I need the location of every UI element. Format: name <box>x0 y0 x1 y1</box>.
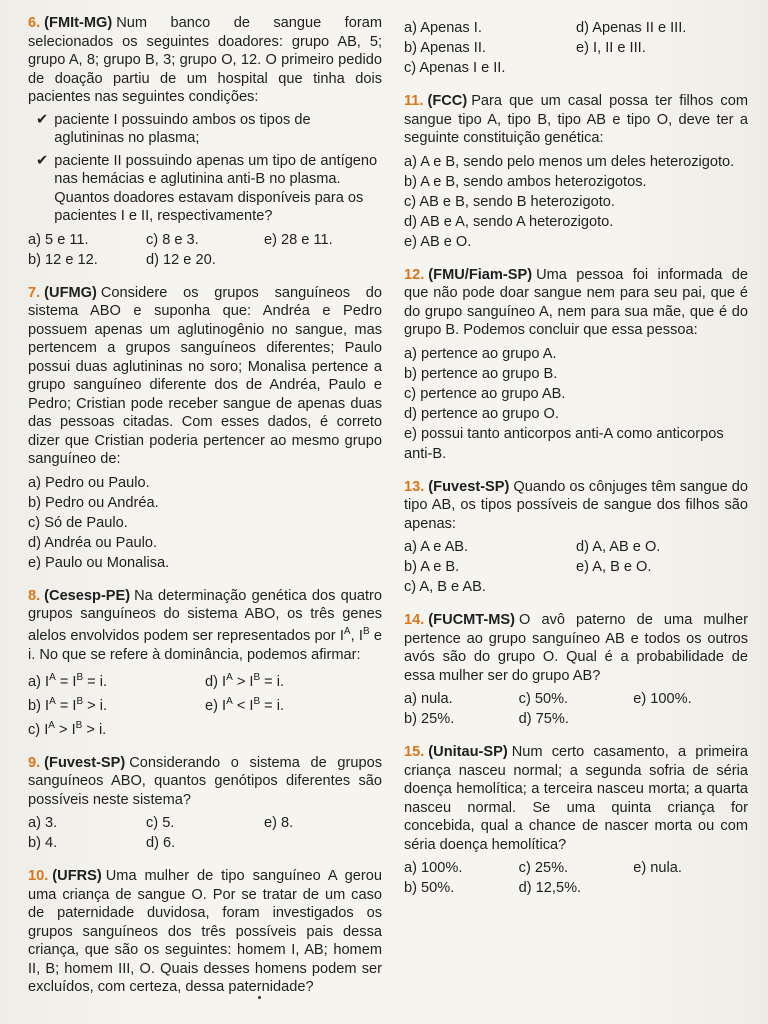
question-number: 14. <box>404 612 425 628</box>
options <box>404 689 748 729</box>
question-14 <box>404 611 748 729</box>
question-number: 13. <box>404 478 425 495</box>
page-dot <box>258 996 261 999</box>
option: d) Andréa ou Paulo. <box>28 534 158 551</box>
option: d) Apenas II e III. <box>576 20 687 36</box>
question-number: 12. <box>404 266 425 283</box>
option: b) A e B. <box>404 559 460 575</box>
option: a) pertence ao grupo A. <box>404 345 557 362</box>
option: e) AB e O. <box>404 233 472 250</box>
option: d) AB e A, sendo A heterozigoto. <box>404 213 614 230</box>
option: c) A, B e AB. <box>404 579 486 595</box>
option: b) A e B, sendo ambos heterozigotos. <box>404 173 647 190</box>
question-text: Quando os cônjuges têm sangue do tipo AB, os tipos possíveis de sangue dos filhos são apenas: <box>404 478 748 532</box>
option: a) 100%. <box>404 860 463 876</box>
option: c) Só de Paulo. <box>28 514 128 531</box>
option: e) Paulo ou Monalisa. <box>28 554 170 571</box>
options <box>404 18 748 78</box>
options <box>28 230 382 270</box>
option: c) 50%. <box>518 691 569 707</box>
question-number: 11. <box>404 93 424 109</box>
question-text: Considerando o sistema de grupos sanguíneos ABO, quantos genótipos diferentes são possíveis neste sistema? <box>28 754 382 808</box>
question-number: 8. <box>28 587 41 604</box>
question-source: (FCC) <box>427 93 468 109</box>
options <box>28 813 382 853</box>
question-number: 9. <box>28 754 41 771</box>
option: a) Apenas I. <box>404 20 482 36</box>
option: a) A e AB. <box>404 539 469 555</box>
option: e) nula. <box>633 860 682 876</box>
option: a) A e B, sendo pelo menos um deles heterozigoto. <box>404 153 735 170</box>
question-text: Num certo casamento, a primeira criança nasceu normal; a segunda sofria de séria doença hemolítica; a terceira nasceu morta; a quarta nasceu normal. Se uma quinta criança for concebida, qual a chance de nascer morta ou com séria doença hemolítica? <box>404 744 748 853</box>
options <box>404 858 748 898</box>
question-text: Na determinação genética dos quatro grupos sanguíneos do sistema ABO, os três genes alelos envolvidos podem ser representados por $I^A$, $I^B$ e i. No que se refere à dominância, podemos afirmar: <box>28 587 382 663</box>
question-source: (Fuvest-SP) <box>44 754 126 771</box>
option: b) 50%. <box>404 880 455 896</box>
option: e) $I^A < I^B = i$. <box>205 696 285 715</box>
question-9 <box>28 754 382 854</box>
option: d) A, AB e O. <box>576 539 661 555</box>
option: e) 28 e 11. <box>263 231 333 248</box>
question-source: (UFMG) <box>44 284 97 301</box>
option: a) nula. <box>404 691 453 707</box>
option: e) A, B e O. <box>576 559 652 575</box>
question-12 <box>404 266 748 464</box>
options <box>28 473 382 573</box>
options <box>28 668 382 740</box>
question-7 <box>28 284 382 573</box>
question-source: (Unitau-SP) <box>428 744 508 760</box>
option: c) 25%. <box>518 860 569 876</box>
question-8 <box>28 587 382 740</box>
question-text: O avô paterno de uma mulher pertence ao grupo sanguíneo AB e todos os outros avós são do grupo O. Qual é a probabilidade de essa mulher ser do grupo AB? <box>404 612 748 684</box>
question-source: (FMU/Fiam-SP) <box>428 266 533 283</box>
option: d) 12 e 20. <box>145 251 216 268</box>
option: b) Pedro ou Andréa. <box>28 494 159 511</box>
question-number: 15. <box>404 744 425 760</box>
question-number: 6. <box>28 15 41 31</box>
check-icon: ✔ <box>36 111 49 128</box>
option: b) 4. <box>28 835 58 852</box>
question-text: Uma mulher de tipo sanguíneo A gerou uma criança de sangue O. Por se tratar de um caso de paternidade duvidosa, foram investigados os grupos sanguíneos dos três possíveis pais dessa criança, que são os seguintes: homem I, AB; homem II, B; homem III, O. Quais desses homens podem ser excluídos, com certeza, dessa paternidade? <box>28 868 382 996</box>
options <box>404 152 748 252</box>
question-source: (FUCMT-MS) <box>428 612 516 628</box>
check-icon: ✔ <box>36 152 49 169</box>
question-10 <box>28 867 382 997</box>
options <box>404 344 748 464</box>
option: a) Pedro ou Paulo. <box>28 474 150 491</box>
question-source: (UFRS) <box>52 868 102 885</box>
option: e) 100%. <box>633 691 692 707</box>
option: b) 25%. <box>404 711 455 727</box>
bullet-item: ✔ paciente II possuindo apenas um tipo de antígeno nas hemácias e aglutinina anti-B no plasma. Quantos doadores estavam disponíveis para os pacientes I e II, respectivamente? <box>36 152 378 224</box>
option: b) 12 e 12. <box>28 251 98 268</box>
question-number: 10. <box>28 868 49 885</box>
option: b) pertence ao grupo B. <box>404 365 558 382</box>
option: d) $I^A > I^B = i$. <box>205 672 285 691</box>
question-10-options <box>404 14 748 78</box>
question-source: (Fuvest-SP) <box>428 478 510 495</box>
options <box>404 537 748 597</box>
option: b) Apenas II. <box>404 40 486 56</box>
bullet-item: ✔ paciente I possuindo ambos os tipos de aglutininas no plasma; <box>36 111 311 146</box>
question-6 <box>28 14 382 270</box>
question-11 <box>404 92 748 252</box>
option: c) 5. <box>145 815 175 832</box>
option: d) 75%. <box>518 711 569 727</box>
option: d) 6. <box>145 835 176 852</box>
question-15 <box>404 743 748 898</box>
question-text: Para que um casal possa ter filhos com sangue tipo A, tipo B, tipo AB e tipo O, deve ter a seguinte constituição genética: <box>404 93 748 146</box>
question-text: Num banco de sangue foram selecionados os seguintes doadores: grupo AB, 5; grupo A, 8; grupo B, 3; grupo O, 12. O primeiro pedido de doação partiu de um hospital que tinha dois pacientes nas seguintes condições: <box>28 15 382 105</box>
option: b) $I^A = I^B > i$. <box>28 696 108 715</box>
left-column <box>28 14 382 1014</box>
option: c) AB e B, sendo B heterozigoto. <box>404 193 615 210</box>
question-text: Considere os grupos sanguíneos do sistema ABO e suponha que: Andréa e Pedro possuem apenas um aglutinogênio no sangue, mas pertencem a grupos sanguíneos diferentes; Paulo possui duas aglutininas no soro; Monalisa pertence a grupo sanguíneo diferente dos de Andréa, Paulo e Pedro; Cristian pode receber sangue de apenas duas das pessoas citadas. Com esses dados, é correto dizer que Cristian poderia pertencer ao mesmo grupo sanguíneo de: <box>28 284 382 467</box>
option: a) 3. <box>28 815 58 832</box>
option: d) 12,5%. <box>518 880 582 896</box>
option: a) 5 e 11. <box>28 231 89 248</box>
question-text: Uma pessoa foi informada de que não pode doar sangue nem para seu pai, que é do grupo sanguíneo A, nem para sua mãe, que é do grupo B. Podemos concluir que essa pessoa: <box>404 266 748 338</box>
option: d) pertence ao grupo O. <box>404 405 559 422</box>
question-number: 7. <box>28 284 41 301</box>
option: e) 8. <box>263 815 294 832</box>
question-source: (FMIt-MG) <box>44 15 113 31</box>
option: e) I, II e III. <box>576 40 646 56</box>
option: a) $I^A = I^B = i$. <box>28 672 108 691</box>
option: c) $I^A > I^B > i$. <box>28 720 107 738</box>
option: c) pertence ao grupo AB. <box>404 385 566 402</box>
question-source: (Cesesp-PE) <box>44 587 131 604</box>
question-13 <box>404 478 748 598</box>
option: e) possui tanto anticorpos anti-A como anticorpos anti-B. <box>404 425 724 462</box>
right-column <box>404 14 748 1014</box>
option: c) 8 e 3. <box>145 231 199 248</box>
option: c) Apenas I e II. <box>404 60 506 76</box>
